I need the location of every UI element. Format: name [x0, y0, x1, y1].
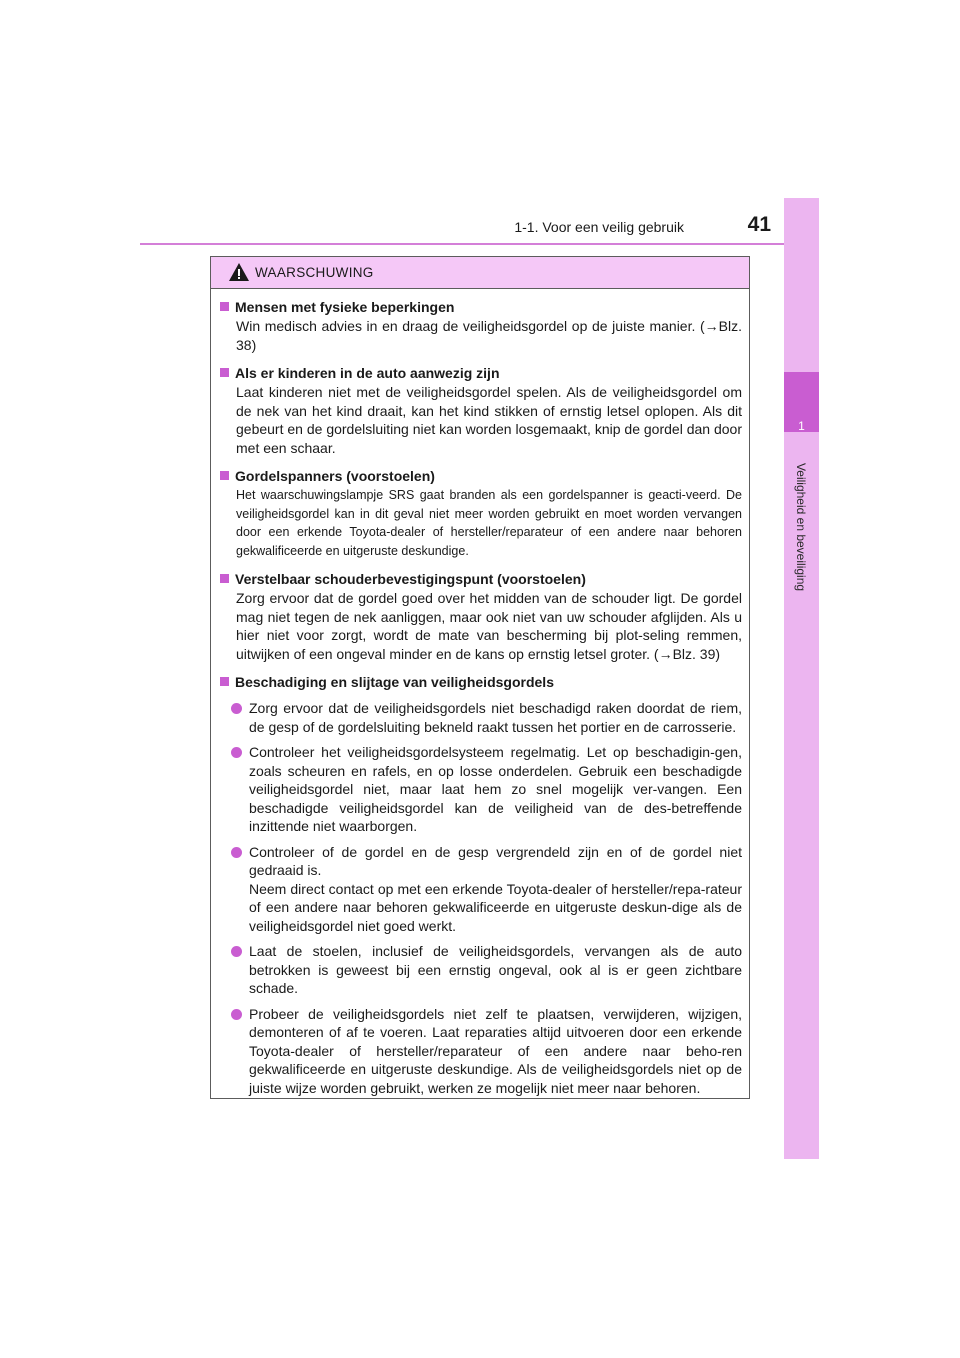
list-item [231, 1005, 742, 1098]
circle-bullet-icon [231, 747, 242, 758]
list-item-text: Laat de stoelen, inclusief de veiligheidsgordels, vervangen als de auto betrokken is geweest bij een ernstig ongeval, ook al is er geen zichtbare schade. [249, 943, 742, 996]
list-item-text: Controleer of de gordel en de gesp vergrendeld zijn en of de gordel niet gedraaid is. [249, 843, 742, 878]
list-item-text: Controleer het veiligheidsgordelsysteem regelmatig. Let op beschadigin-gen, zoals scheuren en rafels, en op losse onderdelen. Gebruik een beschadigde veiligheidsgordel niet, maar laat hem zo snel mogelijk ver-vangen. Een beschadigde veiligheidsgordel kan de veiligheid van de des-betreffende inzittende niet waarborgen. [249, 744, 742, 834]
square-bullet-icon [220, 471, 229, 480]
list-item [231, 699, 742, 736]
list-item-text-continued: Neem direct contact op met een erkende Toyota-dealer of hersteller/repa-rateur of een andere naar behoren gekwalificeerde en uitgeruste deskun-dige als de veiligheidsgordel niet goed werkt. [249, 880, 742, 934]
list-item [231, 942, 742, 998]
warning-content [211, 289, 749, 1097]
warning-triangle-icon [228, 262, 250, 282]
section-heading-text: Als er kinderen in de auto aanwezig zijn [235, 365, 500, 381]
section-heading-text: Beschadiging en slijtage van veiligheidsgordels [235, 674, 554, 690]
list-item-text: Zorg ervoor dat de veiligheidsgordels niet beschadigd raken doordat de riem, de gesp of de gordelsluiting bekneld raakt tussen het portier en de carrosserie. [249, 700, 742, 735]
square-bullet-icon [220, 574, 229, 583]
circle-bullet-icon [231, 703, 242, 714]
circle-bullet-icon [231, 847, 242, 858]
section-text: Win medisch advies in en draag de veiligheidsgordel op de juiste manier. (→Blz. 38) [236, 318, 742, 353]
list-item [231, 743, 742, 836]
chapter-side-tab [784, 198, 819, 1159]
section-heading [218, 364, 742, 383]
chapter-number: 1 [798, 419, 805, 433]
circle-bullet-icon [231, 946, 242, 957]
square-bullet-icon [220, 368, 229, 377]
list-item [231, 843, 742, 936]
chapter-title: Veiligheid en beveiliging [794, 462, 808, 592]
section-heading [218, 570, 742, 589]
warning-title: WAARSCHUWING [255, 265, 374, 280]
list-item-text: Probeer de veiligheidsgordels niet zelf te plaatsen, verwijderen, wijzigen, demonteren of af te voeren. Laat reparaties altijd uitvoeren door een erkende Toyota-dealer of hersteller/reparateur of een andere naar beho-ren gekwalificeerde en uitgeruste deskundige. Als de veiligheidsgordels niet op de juiste wijze worden gebruikt, werken ze mogelijk niet meer naar behoren. [249, 1005, 742, 1096]
square-bullet-icon [220, 677, 229, 686]
section-text: Het waarschuwingslampje SRS gaat branden als een gordelspanner is geacti-veerd. De veiligheidsgordel kan in dit geval niet meer worden gebruikt en moet worden vervangen door een erkende Toyota-dealer of hersteller/reparateur of een andere naar behoren gekwalificeerde en uitgeruste deskundige. [236, 488, 742, 558]
section-text: Zorg ervoor dat de gordel goed over het midden van de schouder ligt. De gordel mag niet tegen de nek aanliggen, maar ook niet van uw schouder afglijden. Als u hier niet voor zorgt, wordt de mate van bescherming bij plot-seling remmen, uitwijken of een ongeval minder en de kans op ernstig letsel groter. (→Blz. 39) [236, 590, 742, 662]
section-text: Laat kinderen niet met de veiligheidsgordel spelen. Als de veiligheidsgordel om de nek van het kind draait, kan het kind stikken of ernstig letsel oplopen. Als dit gebeurt en de gordelsluiting niet kan worden losgemaakt, knip de gordel dan door met een schaar. [236, 384, 742, 456]
warning-header [211, 257, 749, 289]
section-heading-text: Mensen met fysieke beperkingen [235, 299, 455, 315]
section-heading-text: Gordelspanners (voorstoelen) [235, 468, 435, 484]
section-heading [218, 467, 742, 486]
warning-box [210, 256, 750, 1099]
page-number: 41 [747, 213, 771, 236]
section-heading [218, 298, 742, 317]
square-bullet-icon [220, 302, 229, 311]
circle-bullet-icon [231, 1009, 242, 1020]
section-title: 1-1. Voor een veilig gebruik [514, 219, 684, 235]
section-heading-text: Verstelbaar schouderbevestigingspunt (voorstoelen) [235, 571, 586, 587]
header-divider [140, 243, 818, 245]
section-heading [218, 673, 742, 692]
